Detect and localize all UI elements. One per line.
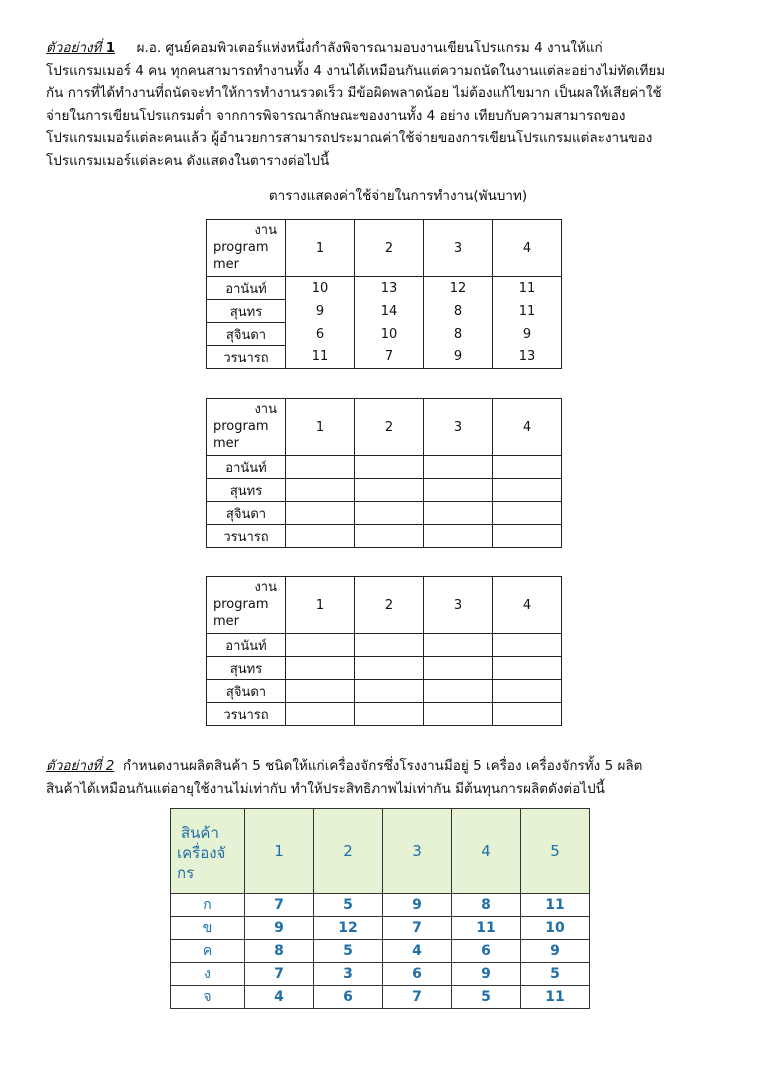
empty-cell — [355, 456, 424, 479]
empty-cell — [355, 525, 424, 548]
empty-cell — [424, 657, 493, 680]
job-header: 3 — [424, 399, 493, 456]
product-header: 2 — [314, 809, 383, 894]
cost-cell: 4 — [383, 940, 452, 963]
table-row — [207, 300, 562, 323]
table-row — [207, 323, 562, 346]
cost-cell: 7 — [355, 346, 424, 369]
job-header: 1 — [286, 220, 355, 277]
empty-cell — [493, 456, 562, 479]
cost-cell: 8 — [245, 940, 314, 963]
empty-cell — [424, 634, 493, 657]
programmer-name: สุนทร — [207, 657, 286, 680]
cost-cell: 13 — [493, 346, 562, 369]
job-header: 2 — [355, 577, 424, 634]
empty-cell — [424, 479, 493, 502]
cost-cell: 13 — [355, 277, 424, 300]
corner-header: งาน program mer — [207, 399, 286, 456]
table-row — [171, 986, 590, 1009]
cost-cell: 10 — [355, 323, 424, 346]
table-row — [171, 940, 590, 963]
job-header: 3 — [424, 577, 493, 634]
empty-cell — [493, 703, 562, 726]
empty-cell — [355, 657, 424, 680]
empty-cell — [424, 680, 493, 703]
empty-cell — [286, 680, 355, 703]
cost-cell: 5 — [314, 894, 383, 917]
cost-cell: 11 — [521, 986, 590, 1009]
example1-line-3: กัน การที่ได้ทำงานที่ถนัดจะทำให้การทำงานรวดเร็ว มีข้อผิดพลาดน้อย ไม่ต้องแก้ไขมาก เป็นผลให้เสียค่าใช้ — [46, 85, 662, 101]
production-cost-table — [170, 808, 590, 1009]
cost-cell: 11 — [286, 346, 355, 369]
cost-table-blank-2 — [206, 576, 562, 726]
empty-cell — [493, 502, 562, 525]
table-row — [171, 894, 590, 917]
cost-cell: 14 — [355, 300, 424, 323]
cost-cell: 12 — [424, 277, 493, 300]
example1-line-1: ตัวอย่างที่ 1 ผ.อ. ศูนย์คอมพิวเตอร์แห่งหนึ่งกำลังพิจารณามอบงานเขียนโปรแกรม 4 งานให้แก่ — [46, 40, 603, 56]
corner-header: งาน program mer — [207, 577, 286, 634]
example2-label: ตัวอย่างที่ 2 — [46, 758, 115, 774]
programmer-name: วรนารถ — [207, 346, 286, 369]
table-row — [207, 680, 562, 703]
corner-header: งาน program mer — [207, 220, 286, 277]
cost-cell: 9 — [452, 963, 521, 986]
programmer-name: สุนทร — [207, 479, 286, 502]
job-header: 4 — [493, 220, 562, 277]
programmer-name: สุนทร — [207, 300, 286, 323]
machine-name: ข — [171, 917, 245, 940]
corner-header: สินค้า เครื่องจั กร — [171, 809, 245, 894]
cost-cell: 11 — [452, 917, 521, 940]
table-row — [207, 277, 562, 300]
cost-table-blank-1 — [206, 398, 562, 548]
example1-line-5: โปรแกรมเมอร์แต่ละคนแล้ว ผู้อำนวยการสามารถประมาณค่าใช้จ่ายของการเขียนโปรแกรมแต่ละงานของ — [46, 130, 653, 146]
cost-cell: 8 — [452, 894, 521, 917]
empty-cell — [355, 502, 424, 525]
empty-cell — [424, 703, 493, 726]
cost-cell: 9 — [424, 346, 493, 369]
example1-line-2: โปรแกรมเมอร์ 4 คน ทุกคนสามารถทำงานทั้ง 4 งานได้เหมือนกันแต่ความถนัดในงานแต่ละอย่างไม่ทัดเทียม — [46, 62, 666, 79]
job-header: 4 — [493, 399, 562, 456]
cost-cell: 3 — [314, 963, 383, 986]
empty-cell — [493, 657, 562, 680]
job-header: 2 — [355, 220, 424, 277]
programmer-name: สุจินดา — [207, 323, 286, 346]
empty-cell — [355, 703, 424, 726]
cost-cell: 9 — [493, 323, 562, 346]
empty-cell — [286, 525, 355, 548]
cost-cell: 6 — [286, 323, 355, 346]
cost-cell: 10 — [286, 277, 355, 300]
table-caption: ตารางแสดงค่าใช้จ่ายในการทำงาน(พันบาท) — [268, 188, 528, 204]
empty-cell — [424, 525, 493, 548]
product-header: 3 — [383, 809, 452, 894]
cost-cell: 9 — [383, 894, 452, 917]
cost-cell: 6 — [383, 963, 452, 986]
job-header: 1 — [286, 399, 355, 456]
cost-cell: 11 — [493, 277, 562, 300]
empty-cell — [286, 703, 355, 726]
product-header: 5 — [521, 809, 590, 894]
table-row — [207, 657, 562, 680]
cost-cell: 5 — [521, 963, 590, 986]
cost-cell: 4 — [245, 986, 314, 1009]
table-row — [207, 525, 562, 548]
table-row — [207, 703, 562, 726]
cost-cell: 7 — [245, 963, 314, 986]
example2-line-1: ตัวอย่างที่ 2 กำหนดงานผลิตสินค้า 5 ชนิดให้แก่เครื่องจักรซึ่งโรงงานมีอยู่ 5 เครื่อง เครื่องจักรทั้ง 5 ผลิต — [46, 758, 643, 774]
empty-cell — [286, 634, 355, 657]
cost-table-filled — [206, 219, 562, 369]
cost-cell: 6 — [452, 940, 521, 963]
empty-cell — [424, 456, 493, 479]
example1-line-4: จ่ายในการเขียนโปรแกรมต่ำ จากการพิจารณาลักษณะของงานทั้ง 4 อย่าง เทียบกับความสามารถของ — [46, 107, 626, 124]
table-row — [207, 634, 562, 657]
empty-cell — [355, 634, 424, 657]
example2-paragraph — [46, 755, 722, 800]
example1-label: ตัวอย่างที่ 1 — [46, 40, 116, 56]
empty-cell — [286, 502, 355, 525]
cost-cell: 8 — [424, 323, 493, 346]
table-row — [207, 456, 562, 479]
product-header: 4 — [452, 809, 521, 894]
empty-cell — [424, 502, 493, 525]
empty-cell — [355, 479, 424, 502]
programmer-name: อานันท์ — [207, 456, 286, 479]
table-row — [207, 502, 562, 525]
programmer-name: สุจินดา — [207, 502, 286, 525]
machine-name: ก — [171, 894, 245, 917]
example2-line-2: สินค้าได้เหมือนกันแต่อายุใช้งานไม่เท่ากับ ทำให้ประสิทธิภาพไม่เท่ากัน มีต้นทุนการผลิตดังต่อไปนี้ — [46, 780, 605, 797]
cost-cell: 6 — [314, 986, 383, 1009]
empty-cell — [493, 479, 562, 502]
empty-cell — [493, 525, 562, 548]
cost-cell: 7 — [383, 986, 452, 1009]
programmer-name: วรนารถ — [207, 703, 286, 726]
programmer-name: อานันท์ — [207, 634, 286, 657]
empty-cell — [286, 456, 355, 479]
cost-cell: 8 — [424, 300, 493, 323]
example1-paragraph — [46, 37, 722, 172]
cost-cell: 5 — [452, 986, 521, 1009]
job-header: 2 — [355, 399, 424, 456]
cost-cell: 5 — [314, 940, 383, 963]
machine-name: ค — [171, 940, 245, 963]
job-header: 4 — [493, 577, 562, 634]
table-row — [207, 479, 562, 502]
cost-cell: 12 — [314, 917, 383, 940]
empty-cell — [493, 680, 562, 703]
cost-cell: 11 — [493, 300, 562, 323]
machine-name: ง — [171, 963, 245, 986]
cost-cell: 10 — [521, 917, 590, 940]
table-row — [171, 917, 590, 940]
empty-cell — [493, 634, 562, 657]
cost-cell: 11 — [521, 894, 590, 917]
programmer-name: อานันท์ — [207, 277, 286, 300]
example1-line-6: โปรแกรมเมอร์แต่ละคน ดังแสดงในตารางต่อไปนี้ — [46, 152, 330, 169]
table-row — [171, 963, 590, 986]
programmer-name: วรนารถ — [207, 525, 286, 548]
programmer-name: สุจินดา — [207, 680, 286, 703]
machine-name: จ — [171, 986, 245, 1009]
cost-cell: 9 — [521, 940, 590, 963]
cost-cell: 7 — [383, 917, 452, 940]
cost-cell: 9 — [286, 300, 355, 323]
cost-cell: 7 — [245, 894, 314, 917]
empty-cell — [286, 479, 355, 502]
job-header: 3 — [424, 220, 493, 277]
product-header: 1 — [245, 809, 314, 894]
empty-cell — [355, 680, 424, 703]
cost-cell: 9 — [245, 917, 314, 940]
table-row — [207, 346, 562, 369]
empty-cell — [286, 657, 355, 680]
job-header: 1 — [286, 577, 355, 634]
